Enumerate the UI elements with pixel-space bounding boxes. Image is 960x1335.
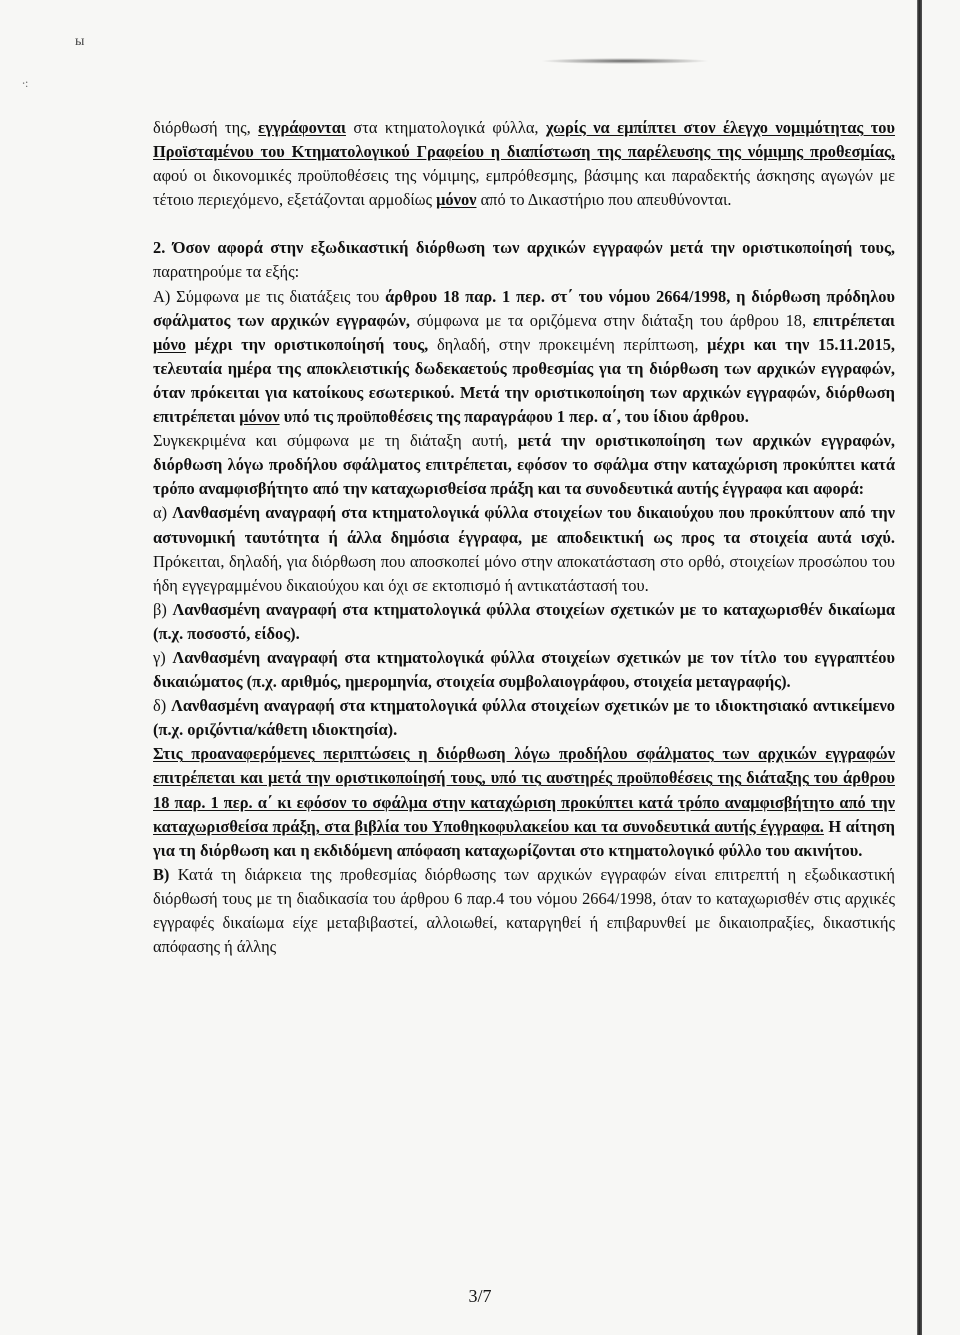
paragraph-4: Συγκεκριμένα και σύμφωνα με τη διάταξη αυτή, μετά την οριστικοποίηση των αρχικών εγγραφών, διόρθωση λόγω προδήλου σφάλματος επιτρέπεται, εφόσον το σφάλμα στην καταχώριση προκύπτει κατά τρόπο αναμφισβήτητο από την καταχωρισθείσα πράξη και τα συνοδευτικά αυτής έγγραφα και αφορά: [153, 431, 895, 499]
paragraph-7: γ) Λανθασμένη αναγραφή στα κτηματολογικά φύλλα στοιχείων σχετικών με τον τίτλο του εγγραπτέου δικαιώματος (π.χ. αριθμός, ημερομηνία, στοιχεία συμβολαιογράφου, στοιχεία μεταγραφής). [153, 647, 895, 692]
document-body [153, 116, 895, 959]
paragraph-5: α) Λανθασμένη αναγραφή στα κτηματολογικά φύλλα στοιχείων του δικαιούχου που προκύπτουν από την αστυνομική ταυτότητα ή άλλα δημόσια έγγραφα, με αποδεικτική ως προς τα στοιχεία αυτά ισχύ. Πρόκειται, δηλαδή, για διόρθωση που αποσκοπεί μόνο στην αποκατάσταση στο ορθό, στοιχείων προσώπου του ήδη εγγεγραμμένου δικαιούχου και όχι σε εκτοπισμό ή αντικατάστασή του. [153, 503, 895, 595]
corner-mark: ы [75, 34, 85, 49]
scan-smudge [540, 58, 710, 64]
scan-edge [917, 0, 922, 1335]
paragraph-10: Β) Κατά τη διάρκεια της προθεσμίας διόρθωσης των αρχικών εγγραφών είναι επιτρεπτή η εξωδικαστική διόρθωσή τους με τη διαδικασία του άρθρου 6 παρ.4 του νόμου 2664/1998, όταν το καταχωρισθέν στις αρχικές εγγραφές δικαίωμα είχε μεταβιβαστεί, αλλοιωθεί, καταργηθεί ή επιβαρυνθεί με δικαιοπραξίες, δικαστικής απόφασης ή άλλης [153, 864, 895, 957]
paragraph-1: διόρθωσή της, εγγράφονται στα κτηματολογικά φύλλα, χωρίς να εμπίπτει στον έλεγχο νομιμότητας του Προϊσταμένου του Κτηματολογικού Γραφείου η διαπίστωση της παρέλευσης της νόμιμης προθεσμίας, αφού οι δικονομικές προϋποθέσεις της νόμιμης, εμπρόθεσμης, βάσιμης και παραδεκτής άσκησης αγωγών με τέτοιο περιεχόμενο, εξετάζονται αρμοδίως μόνον από το Δικαστήριο που απευθύνονται. [153, 118, 895, 210]
paragraph-2: 2. Όσον αφορά στην εξωδικαστική διόρθωση των αρχικών εγγραφών μετά την οριστικοποίησή τους, παρατηρούμε τα εξής: [153, 238, 895, 282]
corner-mark-2: ∙: [22, 76, 29, 90]
page-number: 3/7 [468, 1286, 492, 1306]
paragraph-6: β) Λανθασμένη αναγραφή στα κτηματολογικά φύλλα στοιχείων σχετικών με το καταχωρισθέν δικαίωμα (π.χ. ποσοστό, είδος). [153, 599, 895, 643]
paragraph-9: Στις προαναφερόμενες περιπτώσεις η διόρθωση λόγω προδήλου σφάλματος των αρχικών εγγραφών επιτρέπεται και μετά την οριστικοποίησή τους, υπό τις αυστηρές προϋποθέσεις της διάταξης του άρθρου 18 παρ. 1 περ. α΄ κι εφόσον το σφάλμα στην καταχώριση προκύπτει κατά τρόπο αναμφισβήτητο από την καταχωρισθείσα πράξη, στα βιβλία του Υποθηκοφυλακείου και τα συνοδευτικά αυτής έγγραφα. Η αίτηση για τη διόρθωση και η εκδιδόμενη απόφαση καταχωρίζονται στο κτηματολογικό φύλλο του ακινήτου. [153, 744, 895, 860]
paragraph-3: Α) Σύμφωνα με τις διατάξεις του άρθρου 18 παρ. 1 περ. στ΄ του νόμου 2664/1998, η διόρθωση πρόδηλου σφάλματος των αρχικών εγγραφών, σύμφωνα με τα οριζόμενα στην διάταξη του άρθρου 18, επιτρέπεται μόνο μέχρι την οριστικοποίησή τους, δηλαδή, στην προκειμένη περίπτωση, μέχρι και την 15.11.2015, τελευταία ημέρα της αποκλειστικής δωδεκαετούς προθεσμίας για τη διόρθωση των αρχικών εγγραφών, όταν πρόκειται για κατοίκους εσωτερικού. Μετά την οριστικοποίηση των αρχικών εγγραφών, διόρθωση επιτρέπεται μόνον υπό τις προϋποθέσεις της παραγράφου 1 περ. α΄, του ίδιου άρθρου. [153, 286, 895, 427]
paragraph-8: δ) Λανθασμένη αναγραφή στα κτηματολογικά φύλλα στοιχείων σχετικών με το ιδιοκτησιακό αντικείμενο (π.χ. οριζόντια/κάθετη ιδιοκτησία). [153, 696, 895, 740]
